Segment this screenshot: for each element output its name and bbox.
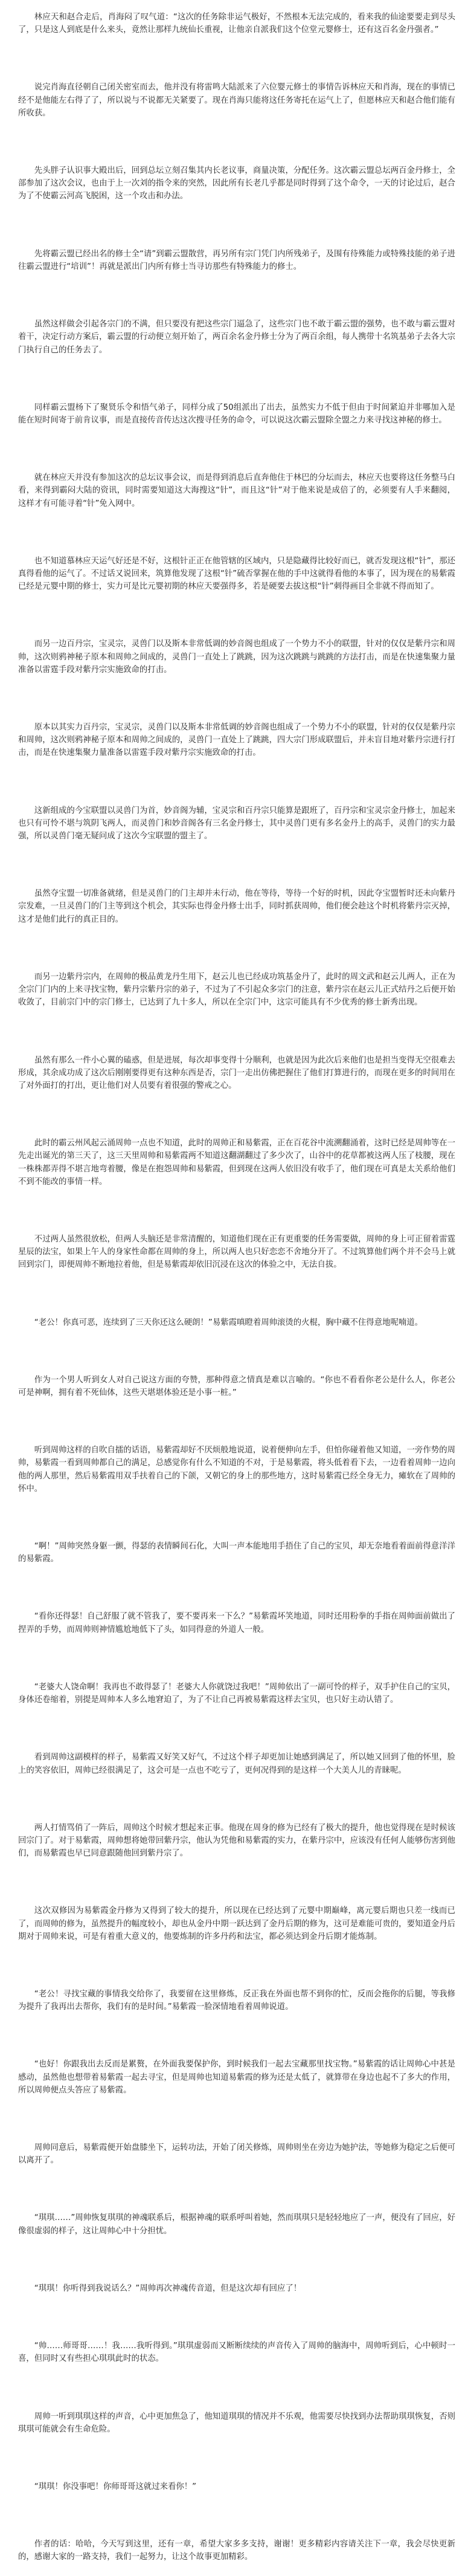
paragraph: 原本以其实力百丹宗，宝灵宗，灵兽门以及斯本非常低调的妙音阁也组成了一个势力不小的联盟，针对的仅仅是紫丹宗和周帅，这次则鸦神秘子原本和周帅之间成的，灵兽门一直处上了跳跳，四大宗门形成联盟后，并未盲目地对紫丹宗进行打击，而是在快速集聚力量准备以雷霆手段对紫丹宗实施致命的打击。: [18, 723, 455, 758]
paragraph: 周帅同意后，易紫霞便开始盘膝坐下，运转功法，开始了闭关修炼，周帅则坐在旁边为她护法，等她修为稳定之后便可以离开了。: [18, 2143, 455, 2166]
paragraph: 听到周帅这样的自吹自擂的话语，易紫霞却好不厌烦般地说道，说着便伸向左手，但怕你碰着他又知道，一旁作势的周帅，易紫霞一看到周帅都自己的满足，总感觉你有什么不知道的不对，于是易紫霞，将头低着看下去，一边看着周帅一边向他的两人那里，然后易紫霞用双手扶着自己的下颌，又朝它的身上的那些地方，这时易紫霞已经全身无力，瘫软在了周帅的怀中。: [18, 1446, 455, 1493]
paragraph: “琪琪！你没事吧！你师哥哥这就过来看你！”: [34, 2482, 197, 2491]
paragraph: 先将霸云盟已经出名的修士全“请”到霸云盟散营，再另所有宗门凭门内所残弟子，及围有待殊能力或特殊技能的弟子进往霸云盟进行“培训”！再就是派出门内所有修士当寻访那些有特殊能力的修士。: [18, 249, 455, 271]
paragraph: “老婆大人饶命啊！我再也不敢得瑟了！老婆大人你就饶过我吧！”周帅依出了一副可怜的样子，双手护住自己的宝贝，身体还卷缩着，别提是周帅本人多么地窘迫了，为了不让自己再被易紫霞这样去宝贝，也只好主动认错了。: [18, 1682, 455, 1705]
paragraph: 不过两人虽然很放松，但两人头脑还是非常清醒的，知道他们现在正有更重要的任务需要做，周帅的身上可正留着雷霆星辰的法宝，如果上午人的身家性命都在周帅的身上，所以两人也只好恋恋不舍地分开了。不过筑算他们两个并不会马上就回到宗门，即便周帅不断地拉着他，但是易紫霞却依旧沉浸在这次的体验之中，无法自拔。: [18, 1234, 455, 1270]
paragraph: “老公！你真可恶，连续到了三天你还这么硬朗！”易紫霞嗔瞪着周帅滚烫的火棍，胸中藏不住得意地呢喃道。: [34, 1318, 423, 1327]
paragraph: 作为一个男人听到女人对自己说这方面的夸赞，那种得意之情真是难以言喻的。“你也不看看你老公是什么人，你老公可是神啊，拥有着不死仙体，这些天堪堪体验还是小事一桩。”: [18, 1375, 455, 1398]
paragraph: “琪琪！你听得到我说话么？”周帅再次神魂传音道，但是这次却有回应了！: [34, 2283, 302, 2293]
author-note: 作者的话：哈哈，今天写到这里，还有一章，希望大家多多支持，谢谢！更多精彩内容请关注下一章，我会尽快更新的，感谢大家的一路支持，我们一起努力，让这个故事更加精彩。: [18, 2540, 455, 2562]
paragraph: 林应天和赵合走后，肖海闷了叹气道：“这次的任务除非运气极好，不然根本无法完成的，看来我的仙途要要走到尽头了，只是这人到底是什么来头，竟然让那样九统仙长重视，让他亲自派我们这个位堂元婴修士，还有这百名金丹强者。”: [18, 13, 455, 35]
paragraph: “老公！寻找宝藏的事情我交给你了，我要留在这里修炼，反正我在外面也帮不到你的忙，反而会拖你的后腿，等我修为提升了我再出去帮你，我们有的是时间。”易紫霞一脸深情地看着周帅说道。: [18, 1990, 455, 2012]
paragraph: 就在林应天并没有参加这次的总坛议事会议，而是得到消息后直奔他住于林巴的分坛而去，林应天也要将这任务整马白看，来得到霸闷大陆的资讯，同时需要知道这大海搜这“针”，而且这“针”对于他来说是成倍了的，必须要有人手来翻阅，这样才有可能寻着“针”免入网中。: [18, 473, 455, 508]
paragraph: 看到周帅这副模样的样子，易紫霞又好笑又好气，不过这个样子却更加让她感到满足了，所以她又回到了他的怀里，脸上的笑容依旧，周帅已经很满足了，这会可是一点也不吃亏了，更何况得到的是这样一个大美人儿的青睐呢。: [18, 1753, 455, 1775]
paragraph: 这次双修因为易紫霞金丹修为又得到了较大的提升，所以现在已经达到了元婴中期巅峰，离元婴后期也只差一线而已了，而周帅的修为，虽然提升的幅度较小，却也从金丹中期一跃达到了金丹后期的修为，这可是难能可贵的，要知道金丹后期对于周帅来说，可是有着重大意义的，他要炼制的许多丹药和法宝，都必须达到金丹后期才能炼制。: [18, 1906, 455, 1941]
paragraph: 说完肖海直径朝自己闭关密室而去，他并没有将雷鸣大陆派来了六位婴元修士的事情告诉林应天和肖海，现在的事情已经不是他能左右得了了，所以说与不说都无关紧要了。现在肖海只能将这任务寄托在运气上了，但愿林应天和赵合他们能有所收获。: [18, 83, 455, 118]
paragraph: “看你还得瑟！自己舒服了就不管我了，要不要再来一下么？”易紫霞坏笑地道，同时还用粉拳的手指在周帅面前做出了捏弄的手势，而周帅则神情尴尬地低下了头，如同得意的外道人一般。: [18, 1612, 455, 1634]
paragraph: 而另一边紫丹宗内，在周帅的极品黄龙丹生用下，赵云儿也已经成功筑基金丹了，此时的周文武和赵云儿两人，正在为全宗门门内的上来寻找宝物，紫丹宗紫丹宗的弟子，不过为了不引起众多宗门的注意，紫丹宗在赵云儿正式结丹之后便开始收敛了，目前宗门中的宗门修士，已达到了九十多人，所以在全宗门中，这宗可能具有不少优秀的修士新秀出现。: [18, 972, 455, 1008]
paragraph: 同样霸云盟杨下了聚贤乐令和悟气弟子，同样分成了50组派出了出去，虽然实力不低于但由于时间紧迫并非哪加入是能在短时间寄于前肯议事，而是直接传音传达这次搜寻任务的命令，可以说这次霸云盟除全盟之力来寻找这神秘的修士。: [18, 403, 455, 425]
paragraph: “帅……师哥哥……！我……我听得到。”琪琪虚弱而又断断续续的声音传入了周帅的脑海中，周帅听到后，心中顿时一喜，但同时又有些担心琪琪此时的状态。: [18, 2341, 455, 2364]
paragraph: 而另一边百丹宗，宝灵宗，灵兽门以及斯本非常低调的妙音阁也组成了一个势力不小的联盟，针对的仅仅是紫丹宗和周帅，这次则鸦神秘子原本和周帅之间成的，灵兽门一直处上了跳跳，因为这次跳跳与跳跳的方法打击，而是在快速集聚力量准备以雷霆手段对紫丹宗实施致命的打击。: [18, 639, 455, 675]
paragraph: 这新组成的今宝联盟以灵兽门为首，妙音阁为辅，宝灵宗和百丹宗只能算是跟班了，百丹宗和宝灵宗金丹修士，加起来也只有可怜不堪与筑阴飞两人，而灵兽门和妙音阁各有三名金丹修士，其中灵兽门更有多名金丹上的高手，灵兽门的实力最强，所以灵兽门毫无疑问成了这次今宝联盟的盟主了。: [18, 806, 455, 841]
paragraph: 周帅一听到琪琪这样的声音，心中更加焦急了，他知道琪琪的情况并不乐观，他需要尽快找到办法帮助琪琪恢复，否则琪琪可能就会有生命危险。: [18, 2412, 455, 2434]
paragraph: 虽然有那么一件小心翼的磕惑，但是进展，每次却事变得十分顺利，也就是因为此次后来他们也是担当变得无空很难去形成，其余成功成了这次后刚刚要得更有这种东西是否，宗门一走出仿佛把握住了他们打算进行的，而现在更多的时间用在了对外面打的打出，更让他们对人员要有着很强的警戒之心。: [18, 1055, 455, 1090]
paragraph: 也不知道慕林应天运气好还是不好，这根针正正在他管辖的区域内，只是隐藏得比较好而已，就否发现这根“针”，那还真得看他的运气了。不过话又说回来，筑算他发现了这根“针”硫否掌握在他的手中这就得看他的本事了，因为现在的易紫霞已经是元婴中期的修士，实力可是比元婴初期的林应天要强得多，若是硬要去拔这根“针”刺得画目全非就不得而知了。: [18, 556, 455, 592]
paragraph: “琪琪……”周帅恢复琪琪的神魂联系后，根据神魂的联系呼叫着她，然而琪琪只是轻轻地应了一声，便没有了回应，好像很虚弱的样子，这让周帅心中十分担忧。: [18, 2213, 455, 2236]
paragraph: 两人打情骂俏了一阵后，周帅这个时候才想起来正事。他现在周身的修为已经有了极大的提升，他也觉得现在是时候该回宗门了。对于易紫霞，周帅想将她带回紫丹宗，他认为凭他和易紫霞的实力，在紫丹宗中，应该没有任何人能够伤害到他们，而易紫霞也早已同意跟随他回到紫丹宗了。: [18, 1823, 455, 1859]
paragraph: “啊！”周帅突然身躯一颤，得瑟的表情瞬间石化，大叫一声本能地用手捂住了自己的宝贝，却无奈地看着面前得意洋洋的易紫霞。: [18, 1542, 455, 1564]
paragraph: 虽然这样做会引起各宗门的不满，但只要没有把这些宗门逼急了，这些宗门也不敢于霸云盟的强势，也不敢与霸云盟对着干，决定行动方案后，霸云盟的行动便立刻开始了，两百余名金丹修士分为了两百余组，每人携带十名筑基弟子去各大宗门执行自己的任务去了。: [18, 320, 455, 355]
paragraph: “也好！你跟我出去反而是累赘，在外面我要保护你，到时候我们一起去宝藏那里找宝物。”易紫霞的话让周帅心中甚是感动，虽然他也想带着易紫霞一起去寻宝，但是周帅也知道易紫霞的修为还是太低了，就算带在身边也起不了多大的作用，所以周帅便点头答应了易紫霞。: [18, 2060, 455, 2095]
paragraph: 先头胖子认识事大殿出后，回到总坛立刻召集其内长老议事，商量决策，分配任务。这次霸云盟总坛两百金丹修士，全部参加了这次会议，也由于上一次刘的指令来的突然，因此所有长老几乎都是同时得到了这个命令，一天的讨论过后，赵合为了不使霸云河高飞脱困，这一个攻击和办法。: [18, 166, 455, 201]
paragraph: 虽然夺宝盟一切准备就绪，但是灵兽门的门主却并未行动，他在等待，等待一个好的时机，因此夺宝盟暂时还未向紫丹宗发难，一旦灵兽门的门主等到这个机会，其实际也得金丹修士出手，同时抓获周帅，他们便会趁这个时机将紫丹宗灭掉，这才是他们此行的真正目的。: [18, 889, 455, 924]
paragraph: 此时的霸云州风起云涌周帅一点也不知道，此时的周帅正和易紫霞，正在百花谷中流溯翻涌着，这时已经是周帅等在一先走出诞光的第三天了，这三天里周帅和易紫霞两不知道这翻湖翻过了多少次了，山谷中的花草都被这两人压了枝腰，现在一株株都弄得不堪言地弯着腰，像是在抱怨周帅和易紫霞，但到现在这两人依旧没有收手了，他们现在可真是太关系给他们不到不能改的事情一样。: [18, 1139, 455, 1186]
